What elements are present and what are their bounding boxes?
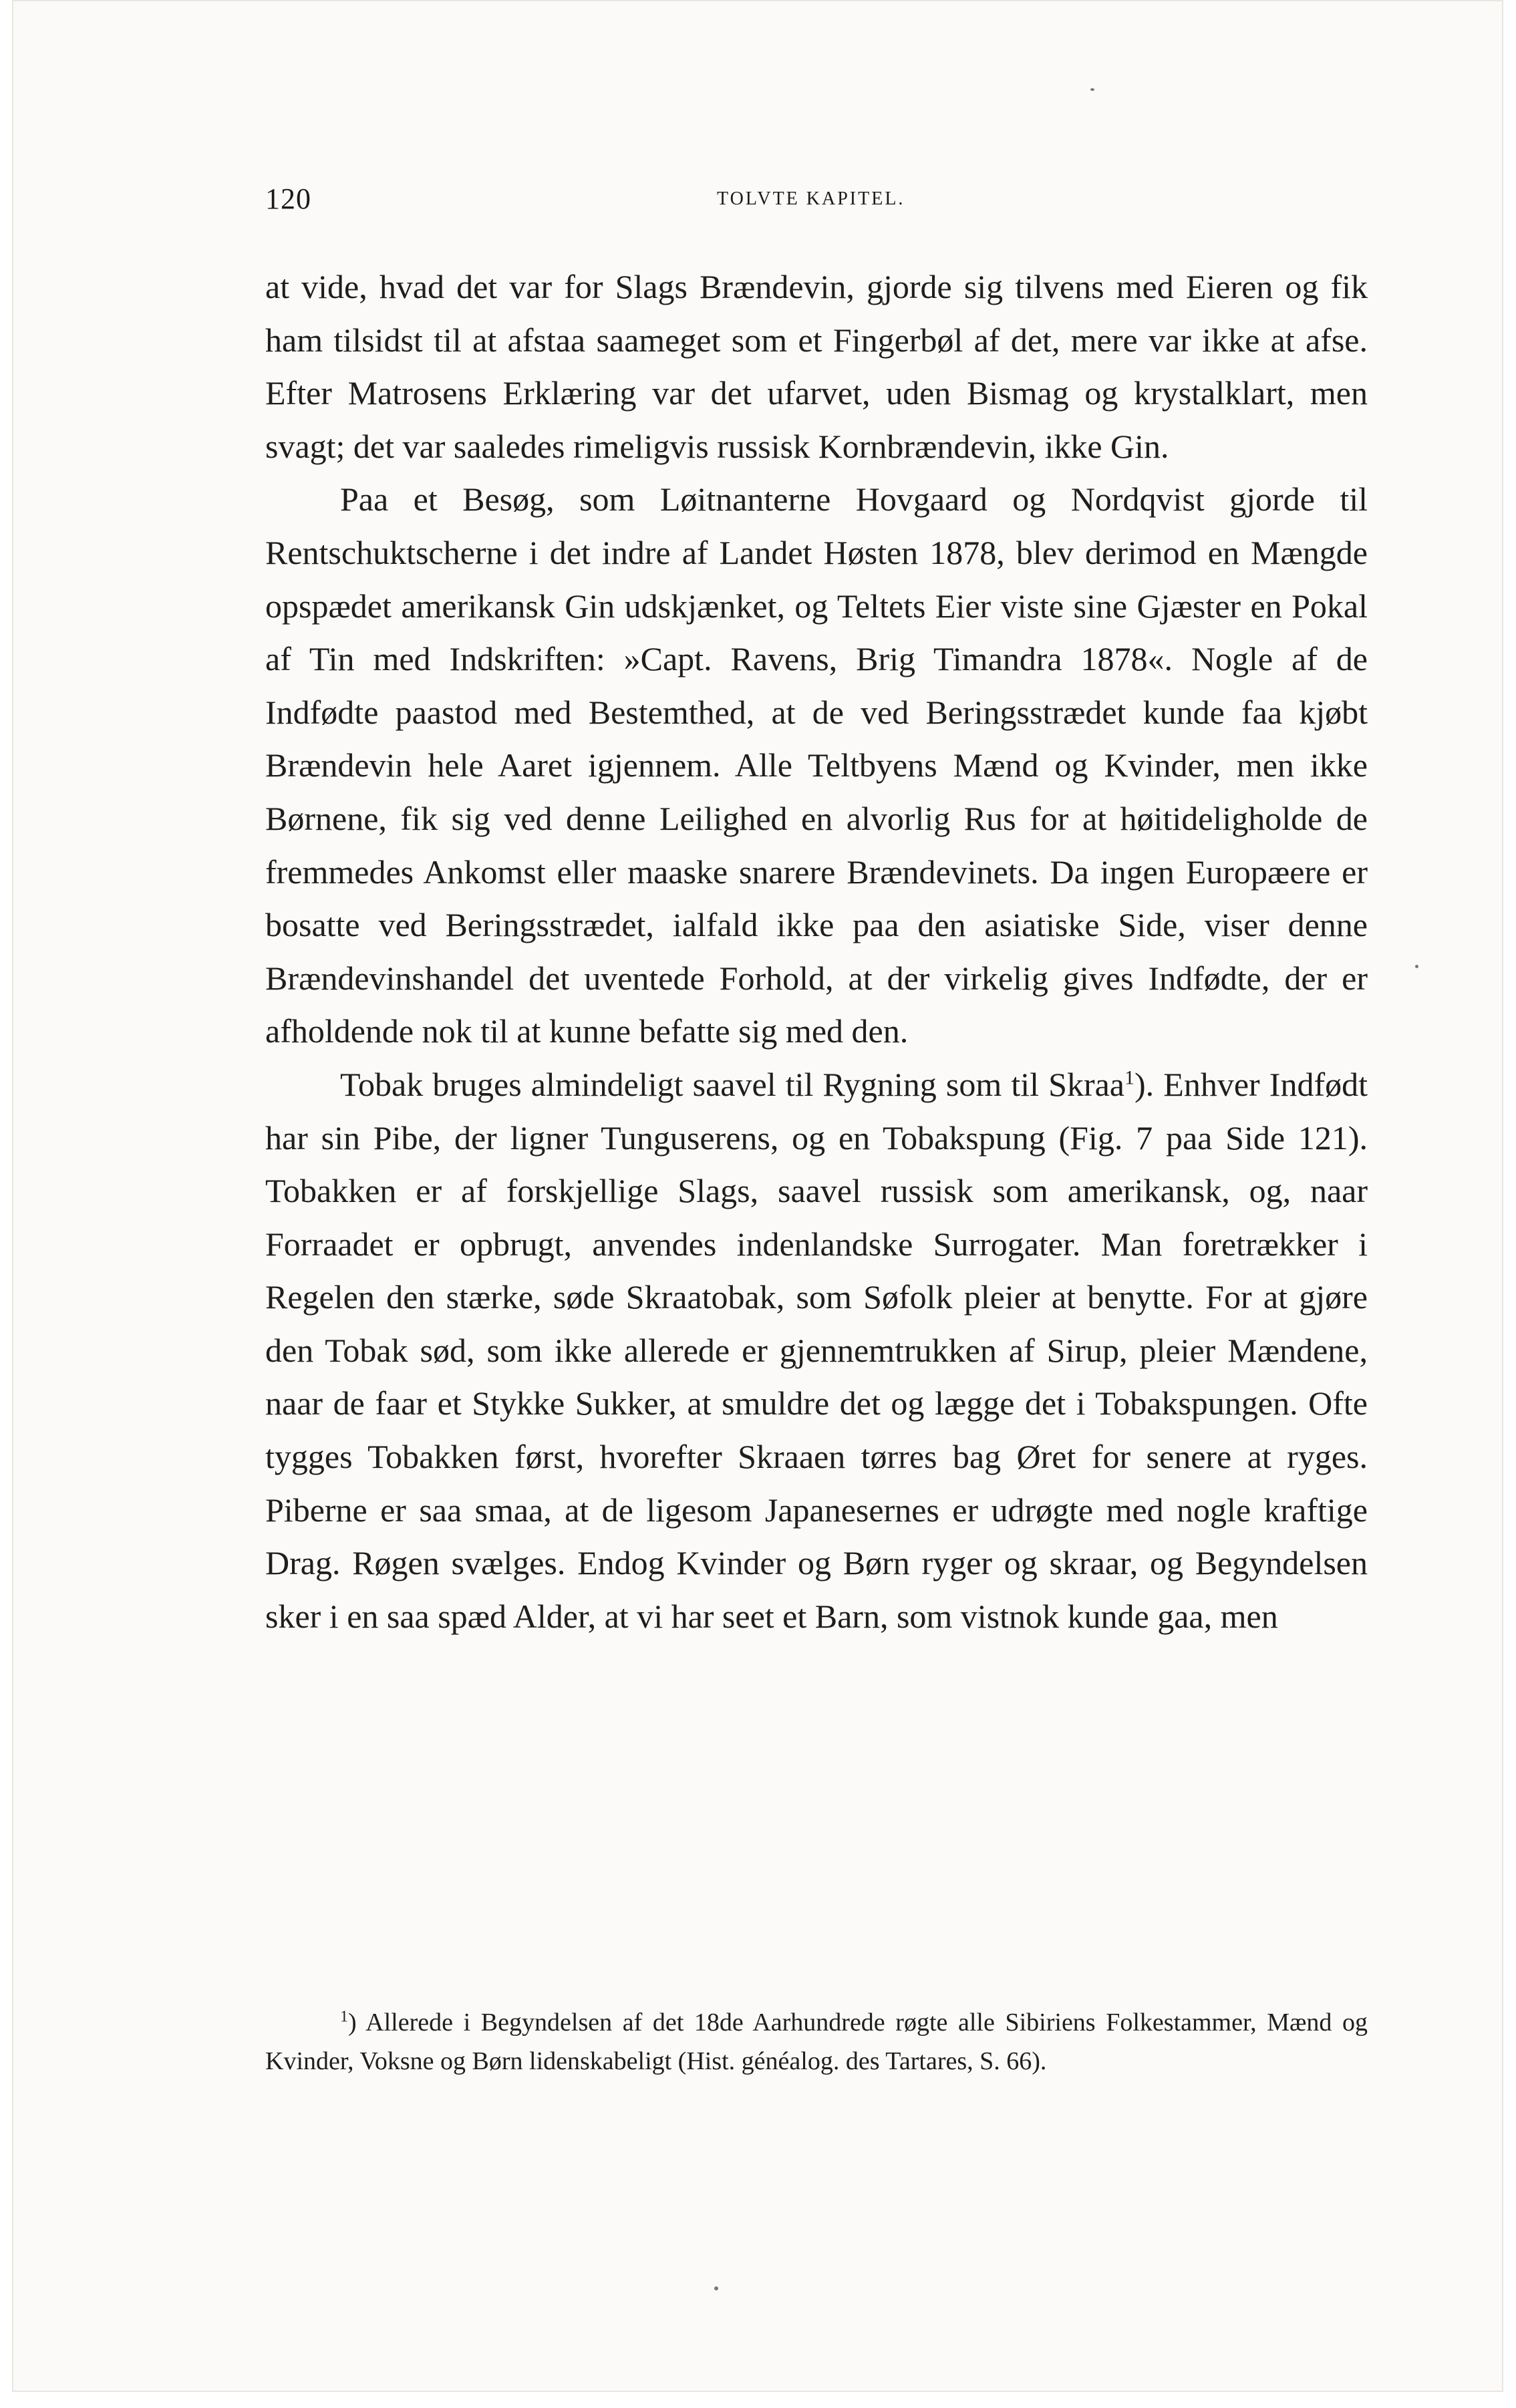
footnote-marker: 1 — [340, 2008, 348, 2026]
page-edge — [1503, 0, 1516, 2408]
paragraph: Paa et Besøg, som Løitnanterne Hovgaard og Nordqvist gjorde til Rentschuktscherne i det indre af Landet Høsten 1878, blev derimod en Mængde opspædet amerikansk Gin udskjænket, og Teltets Eier viste sine Gjæster en Pokal af Tin med Indskriften: »Capt. Ravens, Brig Timandra 1878«. Nogle af de Indfødte paastod med Bestemthed, at de ved Beringsstrædet kunde faa kjøbt Brændevin hele Aaret igjennem. Alle Teltbyens Mænd og Kvinder, men ikke Børnene, fik sig ved denne Leilighed en alvorlig Rus for at høitideligholde de fremmedes Ankomst eller maaske snarere Brændevinets. Da ingen Europæere er bosatte ved Beringsstrædet, ialfald ikke paa den asiatiske Side, viser denne Brændevinshandel det uventede Forhold, at der virkelig gives Indfødte, der er afholdende nok til at kunne befatte sig med den. — [265, 480, 1368, 1050]
speck-mark — [1090, 88, 1094, 91]
paragraph-text: Tobak bruges almindeligt saavel til Rygning som til Skraa — [340, 1065, 1124, 1103]
page-number: 120 — [265, 182, 311, 215]
running-head: TOLVTE KAPITEL. — [717, 188, 905, 209]
footnote-text: ) Allerede i Begyndelsen af det 18de Aarhundrede røgte alle Sibiriens Folkestammer, Mænd og Kvinder, Voksne og Børn lidenskabeligt (Hist. généalog. des Tartares, S. 66). — [265, 2008, 1368, 2075]
body-text — [265, 261, 1368, 1643]
speck-mark — [1415, 965, 1418, 968]
footnote-reference[interactable]: 1 — [1124, 1066, 1134, 1089]
paragraph — [265, 1058, 1368, 1644]
speck-mark — [714, 2286, 718, 2290]
paragraph: at vide, hvad det var for Slags Brændevin, gjorde sig tilvens med Eieren og fik ham tilsidst til at afstaa saameget som et Fingerbøl af det, mere var ikke at afse. Efter Matrosens Erklæring var det ufarvet, uden Bismag og krystalklart, men svagt; det var saaledes rimeligvis russisk Kornbrændevin, ikke Gin. — [265, 268, 1368, 465]
footnotes — [265, 2003, 1368, 2081]
footnote — [265, 2003, 1368, 2081]
page-header — [265, 182, 1368, 222]
paragraph-text: ). Enhver Indfødt har sin Pibe, der ligner Tunguserens, og en Tobakspung (Fig. 7 paa Side 121). Tobakken er af forskjellige Slags, saavel russisk som amerikansk, og, naar Forraadet er opbrugt, anvendes indenlandske Surrogater. Man foretrækker i Regelen den stærke, søde Skraatobak, som Søfolk pleier at benytte. For at gjøre den Tobak sød, som ikke allerede er gjennemtrukken af Sirup, pleier Mændene, naar de faar et Stykke Sukker, at smuldre det og lægge det i Tobakspungen. Ofte tygges Tobakken først, hvorefter Skraaen tørres bag Øret for senere at ryges. Piberne er saa smaa, at de ligesom Japanesernes er udrøgte med nogle kraftige Drag. Røgen svælges. Endog Kvinder og Børn ryger og skraar, og Begyndelsen sker i en saa spæd Alder, at vi har seet et Barn, som vistnok kunde gaa, men — [265, 1065, 1368, 1635]
